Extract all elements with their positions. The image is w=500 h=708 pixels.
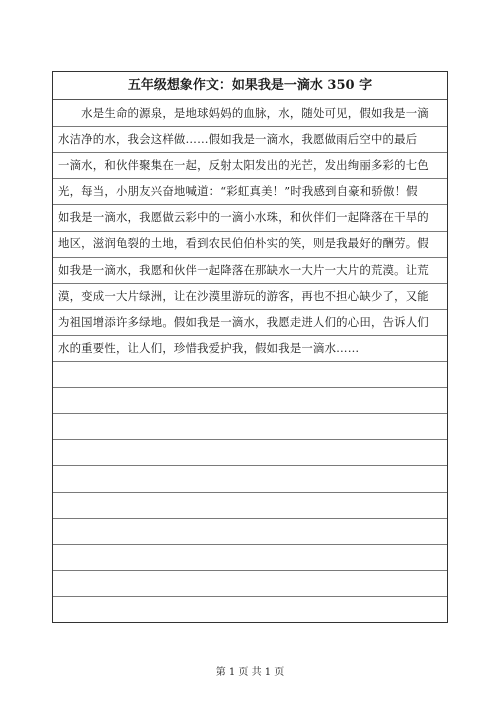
ruled-line: [53, 596, 447, 597]
essay-line: 地区，滋润龟裂的土地，看到农民伯伯朴实的笑，则是我最好的酬劳。假: [58, 236, 429, 251]
ruled-line: [53, 518, 447, 519]
essay-line: 为祖国增添许多绿地。假如我是一滴水，我愿走进人们的心田，告诉人们: [58, 314, 429, 329]
ruled-line: [53, 257, 447, 258]
essay-line: 光，每当，小朋友兴奋地喊道：“彩虹真美！”时我感到自豪和骄傲！假: [58, 184, 418, 199]
ruled-line: [53, 544, 447, 545]
essay-line: 水的重要性，让人们，珍惜我爱护我，假如我是一滴水……: [58, 340, 360, 355]
ruled-line: [53, 361, 447, 362]
ruled-line: [53, 309, 447, 310]
ruled-line: [53, 465, 447, 466]
ruled-line: [53, 413, 447, 414]
ruled-line: [53, 178, 447, 179]
ruled-line: [53, 492, 447, 493]
essay-line: 如我是一滴水，我愿做云彩中的一滴小水珠，和伙伴们一起降落在干旱的: [58, 210, 429, 225]
ruled-line: [53, 152, 447, 153]
essay-line: 水是生命的源泉，是地球妈妈的血脉，水，随处可见，假如我是一滴: [58, 106, 429, 120]
ruled-line: [53, 126, 447, 127]
ruled-line: [53, 335, 447, 336]
essay-line: 漠，变成一大片绿洲，让在沙漠里游玩的游客，再也不担心缺少了，又能: [58, 288, 429, 303]
essay-line: 一滴水，和伙伴聚集在一起，反射太阳发出的光芒，发出绚丽多彩的七色: [58, 158, 429, 173]
page-number: 第 1 页 共 1 页: [215, 667, 285, 678]
essay-line: 如我是一滴水，我愿和伙伴一起降落在那缺水一大片一大片的荒漠。让荒: [58, 262, 429, 277]
essay-line: 水洁净的水，我会这样做……假如我是一滴水，我愿做雨后空中的最后: [58, 132, 418, 147]
ruled-line: [53, 283, 447, 284]
ruled-line: [53, 439, 447, 440]
ruled-line: [53, 387, 447, 388]
essay-title: 五年级想象作文：如果我是一滴水 350 字: [53, 72, 447, 100]
composition-sheet: [52, 71, 448, 623]
ruled-line: [53, 231, 447, 232]
ruled-line: [53, 570, 447, 571]
ruled-line: [53, 204, 447, 205]
